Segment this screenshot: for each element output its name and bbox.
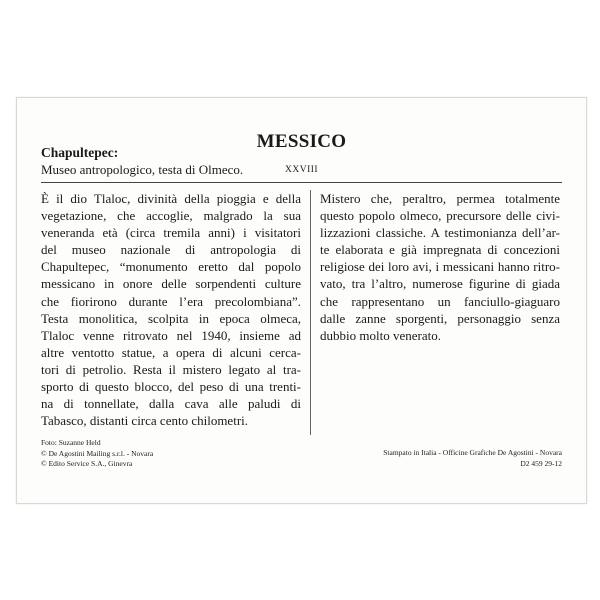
body-line: veneranda età (circa tremila anni) i visitatori	[41, 225, 301, 241]
body-line: vato, tra l’altro, numerose figurine di giada	[320, 276, 560, 292]
credit-line: © Edito Service S.A., Ginevra	[41, 459, 133, 468]
body-column-left	[41, 190, 301, 429]
body-line: È il dio Tlaloc, divinità della pioggia e della	[41, 191, 301, 206]
body-line: dubbio molto venerato.	[320, 327, 441, 343]
body-line: altre ventotto statue, a opera di alcuni cerca-	[41, 344, 301, 360]
catalog-code: D2 459 29-12	[520, 458, 562, 468]
body-column-right	[320, 190, 560, 344]
body-line: dalle zanne sporgenti, personaggio senza	[320, 310, 560, 326]
postcard-back	[16, 97, 587, 504]
body-line: tori di petrolio. Resta il mistero legato al tra-	[41, 361, 301, 377]
subtitle: Museo antropologico, testa di Olmeco.	[41, 162, 244, 177]
body-line: lizzazioni classiche. A testimonianza dell’ar-	[320, 225, 560, 241]
body-line: sporto di questo blocco, del peso di una trenti-	[41, 379, 301, 395]
body-line: che fiorirono durante l’era precolombiana”.	[41, 293, 301, 309]
body-line: na di tonnellate, dalla cava alle paludi di	[41, 396, 301, 412]
body-line: te elaborata e già impregnata di concezioni	[320, 242, 560, 258]
location-label: Chapultepec:	[41, 145, 119, 160]
printer-credits	[383, 448, 562, 469]
roman-numeral: XXVIII	[285, 165, 319, 175]
body-line: messicano in onore delle sorpendenti culture	[41, 276, 301, 292]
body-line: vegetazione, che accoglie, malgrado la sua	[41, 208, 301, 224]
credit-line: Foto: Suzanne Held	[41, 438, 101, 447]
body-line: questo popolo olmeco, precursore delle civi-	[320, 208, 560, 224]
body-line: che rappresentano un fanciullo-giaguaro	[320, 293, 560, 309]
photo-credits	[41, 438, 153, 470]
card-title: MESSICO	[256, 131, 347, 152]
body-line: religiose dei loro avi, i messicani hanno ritro-	[320, 259, 560, 275]
body-line: Tlaloc venne ritrovato nel 1940, insieme ad	[41, 327, 301, 343]
body-line: Tabasco, distanti circa cento chilometri.	[41, 413, 249, 429]
body-line: del museo nazionale di antropologia di	[41, 242, 301, 258]
body-line: Mistero che, peraltro, permea totalmente	[320, 191, 560, 206]
credit-line: © De Agostini Mailing s.r.l. - Novara	[41, 448, 154, 458]
body-line: Chapultepec, “monumento eretto dal popolo	[41, 259, 301, 275]
body-line: Testa monolitica, scolpita in epoca olmeca,	[41, 310, 301, 326]
header-rule	[41, 182, 562, 183]
column-divider	[310, 190, 311, 435]
printer-line: Stampato in Italia - Officine Grafiche De Agostini - Novara	[383, 448, 562, 457]
